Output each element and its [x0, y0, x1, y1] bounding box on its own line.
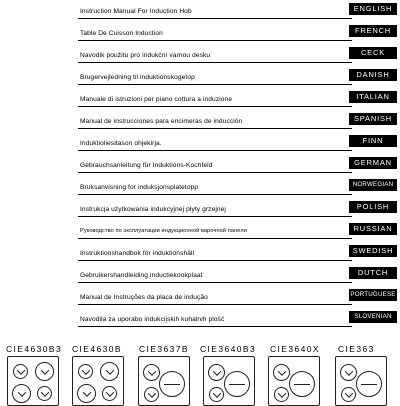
language-badge: FRENCH: [349, 25, 397, 37]
row-underline: [78, 40, 352, 41]
row-underline: [78, 128, 352, 129]
manual-title: Navodik použitu pro indukční varnou desku: [80, 52, 211, 59]
cooking-zone-icon: [100, 362, 119, 381]
model-name: CIE363: [338, 344, 375, 354]
manual-title: Manuale di istruzioni per piano cottura a induzione: [80, 96, 233, 103]
manual-title: Руководство по эксплуатации индукционной варочной панели: [80, 228, 247, 234]
manual-row-dutch: [0, 264, 400, 286]
row-underline: [78, 304, 352, 305]
manual-row-norwegian: [0, 176, 400, 198]
model-name: CIE3637B: [139, 344, 189, 354]
manual-title: Table De Cuisson Induction: [80, 30, 163, 37]
manual-row-portuguese: [0, 286, 400, 308]
model-name: CIE3640X: [270, 344, 320, 354]
manual-row-danish: [0, 66, 400, 88]
cooking-zone-icon: [77, 384, 96, 403]
cooking-zone-icon: [289, 371, 315, 397]
row-underline: [78, 150, 352, 151]
manual-title: Induktioliesitason ohjekirja.: [80, 140, 162, 147]
language-badge: ENGLISH: [349, 3, 397, 15]
language-badge: GERMAN: [349, 157, 397, 169]
cooking-zone-icon: [208, 364, 225, 381]
row-underline: [78, 260, 352, 261]
cooking-zone-icon: [340, 364, 357, 381]
hob-diagram-3-zone: [268, 356, 320, 406]
row-underline: [78, 238, 352, 239]
model-name: CIE4630B3: [6, 344, 63, 354]
cooking-zone-icon: [78, 364, 93, 379]
row-underline: [78, 282, 352, 283]
cooking-zone-icon: [37, 386, 52, 401]
row-underline: [78, 84, 352, 85]
hob-diagram-3-zone: [203, 356, 255, 406]
manual-title: Instrukcja użytkowania indukcyjnej płyty grzejnej: [80, 206, 226, 213]
manual-row-english: [0, 0, 400, 22]
cooking-zone-icon: [13, 364, 28, 379]
manual-title: Brugervejledning til induktionskogetop: [80, 74, 195, 81]
cooking-zone-icon: [143, 364, 160, 381]
manual-title: Manual de Instruções da placa de indução: [80, 294, 208, 301]
row-underline: [78, 216, 352, 217]
model-name: CIE4630B: [72, 344, 122, 354]
hob-diagram-3-zone: [335, 356, 387, 406]
row-underline: [78, 326, 352, 327]
language-badge: SWEDISH: [349, 245, 397, 257]
row-underline: [78, 62, 352, 63]
cooking-zone-icon: [273, 364, 290, 381]
cooking-zone-icon: [356, 371, 382, 397]
manual-row-russian: [0, 220, 400, 242]
cooking-zone-icon: [102, 386, 117, 401]
manual-row-german: [0, 154, 400, 176]
hob-diagram-4-zone: [7, 356, 59, 406]
model-list: [0, 344, 400, 356]
manual-title: Bruksanvisning for induksjonsplatetopp: [80, 184, 199, 191]
manual-title: Instruction Manual For Induction Hob: [80, 8, 192, 15]
row-underline: [78, 18, 352, 19]
manual-row-finnish: [0, 132, 400, 154]
row-underline: [78, 106, 352, 107]
cooking-zone-icon: [224, 371, 250, 397]
manual-row-czech: [0, 44, 400, 66]
language-badge: ITALIAN: [349, 91, 397, 103]
language-badge: DUTCH: [349, 267, 397, 279]
manual-title: Manual de instrucciones para encimeras de inducción: [80, 118, 243, 125]
hob-diagram-4-zone: [72, 356, 124, 406]
row-underline: [78, 194, 352, 195]
language-badge: SLOVENIAN: [349, 311, 397, 323]
cooking-zone-icon: [159, 371, 185, 397]
language-badge: SPANISH: [349, 113, 397, 125]
model-name: CIE3640B3: [200, 344, 257, 354]
language-badge: POLISH: [349, 201, 397, 213]
manual-title: Gebruikershandleiding inductiekookplaat: [80, 272, 203, 279]
manual-title: Gebrauchsanleitung für Induktions-Kochfeld: [80, 162, 213, 169]
language-badge: NORWEGIAN: [349, 179, 397, 191]
manual-row-spanish: [0, 110, 400, 132]
language-badge: DANISH: [349, 69, 397, 81]
language-badge: FINN: [349, 135, 397, 147]
manual-title: Navodila za uporabo indukcijskih kuhalnih plošč: [80, 316, 225, 323]
hob-diagram-3-zone: [138, 356, 190, 406]
language-badge: PORTUGUESE: [349, 289, 397, 301]
manual-row-slovenian: [0, 308, 400, 330]
language-badge: RUSSIAN: [349, 223, 397, 235]
manual-row-swedish: [0, 242, 400, 264]
cooking-zone-icon: [12, 384, 31, 403]
manual-row-italian: [0, 88, 400, 110]
cooking-zone-icon: [35, 362, 54, 381]
manual-title: Instruktionshandbok för induktionshäll: [80, 250, 195, 257]
manual-row-polish: [0, 198, 400, 220]
manual-row-french: [0, 22, 400, 44]
language-badge: CECK: [349, 47, 397, 59]
row-underline: [78, 172, 352, 173]
